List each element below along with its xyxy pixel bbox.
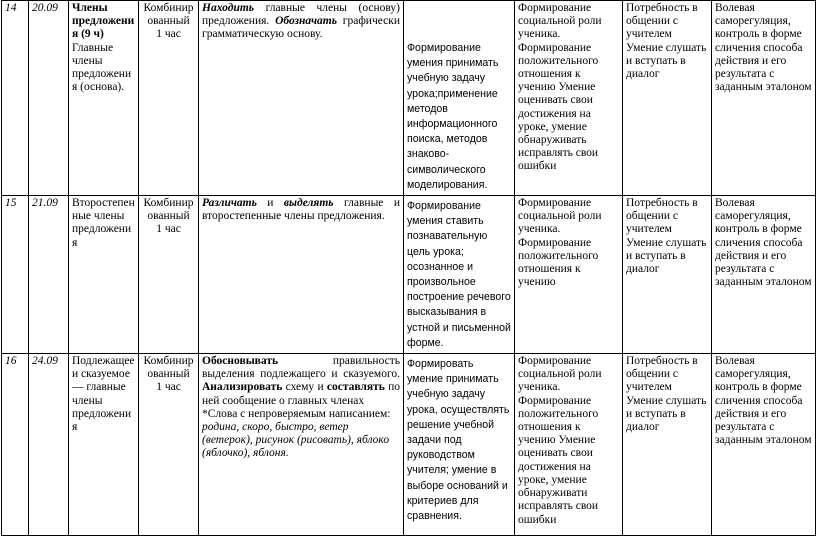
lesson-content — [199, 354, 404, 536]
regulative-skills: Волевая саморегуляция, контроль в форме сличения способа действия и его результата с заданным эталоном — [712, 1, 816, 196]
action-verb: Анализировать — [202, 381, 283, 394]
action-verb: Обозначать — [275, 15, 338, 28]
action-verb: составлять — [326, 381, 385, 394]
lesson-duration: 1 час — [156, 223, 181, 236]
topic-text: Главные члены предложения (основа). — [72, 41, 132, 94]
personal-skills: Формирование социальной роли ученика. Формирование положительного отношения к учению Умение оценивать свои достижения на уроке, умение обнаруживать исправлять свои ошибки — [515, 1, 623, 196]
meta-skills: Формирование умения принимать учебную задачу урока;применение методов информационного поиска, методов знаково-символического моделирования. — [404, 1, 515, 196]
meta-skills: Формирование умения ставить познавательную цель урока; осознанное и произвольное построение речевого высказывания в устной и письменной форме. — [404, 196, 515, 354]
lesson-duration: 1 час — [156, 28, 181, 41]
lesson-date: 24.09 — [29, 354, 69, 536]
personal-skills: Формирование социальной роли ученика. Формирование положительного отношения к учению Умение оценивать свои достижения на уроке, умение обнаруживати исправлять свои ошибки — [515, 354, 623, 536]
meta-skills: Формировать умение принимать учебную задачу урока, осуществлять решение учебной задачи под руководством учителя; умение в выборе оснований и критериев для сравнения. — [404, 354, 515, 536]
content-paragraph — [202, 355, 400, 408]
lesson-type — [139, 1, 199, 196]
lesson-topic: Подлежащее и сказуемое — главные члены предложения — [69, 354, 139, 536]
action-verb: Различать — [202, 197, 257, 210]
content-text: главные члены (основу) предложения. — [202, 2, 400, 28]
content-text: правильность выделения подлежащего и сказуемого. — [202, 355, 400, 381]
section-title: Члены предложения (9 ч) — [72, 2, 135, 41]
lesson-date: 21.09 — [29, 196, 69, 354]
content-text: схему и — [282, 381, 327, 394]
lesson-type — [139, 196, 199, 354]
lesson-date: 20.09 — [29, 1, 69, 196]
action-verb: выделять — [283, 197, 334, 210]
lesson-number: 15 — [2, 196, 29, 354]
regulative-skills: Волевая саморегуляция, контроль в форме сличения способа действия и его результата с заданным эталоном — [712, 354, 816, 536]
lesson-number: 16 — [2, 354, 29, 536]
vocabulary-words: родина, скоро, быстро, ветер (ветерок), рисунок (рисовать), яблоко (яблочко), яблоня. — [202, 421, 390, 460]
table-row — [2, 1, 816, 196]
personal-skills: Формирование социальной роли ученика. Формирование положительного отношения к учению — [515, 196, 623, 354]
action-verb: Обосновывать — [202, 355, 279, 368]
lesson-plan-table — [1, 0, 816, 536]
lesson-type-label: Комбинированный — [143, 2, 194, 28]
table-row — [2, 196, 816, 354]
lesson-topic: Второстепенные члены предложения — [69, 196, 139, 354]
content-text: главные и второстепенные члены предложения. — [202, 197, 401, 223]
action-verb: Находить — [202, 2, 255, 14]
lesson-content — [199, 196, 404, 354]
lesson-type — [139, 354, 199, 536]
lesson-duration: 1 час — [156, 381, 181, 394]
communicative-skills: Потребность в общении с учителем Умение слушать и вступать в диалог — [623, 1, 712, 196]
content-text: по ней сообщение о главных членах — [202, 381, 401, 407]
lesson-topic — [69, 1, 139, 196]
table-row — [2, 354, 816, 536]
lesson-type-label: Комбинированный — [143, 197, 194, 223]
content-text: и — [256, 197, 284, 210]
lesson-content — [199, 1, 404, 196]
lesson-type-label: Комбинированный — [143, 355, 194, 381]
communicative-skills: Потребность в общении с учителем Умение слушать и вступать в диалог — [623, 196, 712, 354]
vocabulary-title: *Слова с непроверяемым написанием: — [202, 407, 391, 420]
content-text: графически грамматическую основу. — [202, 15, 400, 41]
lesson-number: 14 — [2, 1, 29, 196]
regulative-skills: Волевая саморегуляция, контроль в форме сличения способа действия и его результата с заданным эталоном — [712, 196, 816, 354]
communicative-skills: Потребность в общении с учителем Умение слушать и вступать в диалог — [623, 354, 712, 536]
